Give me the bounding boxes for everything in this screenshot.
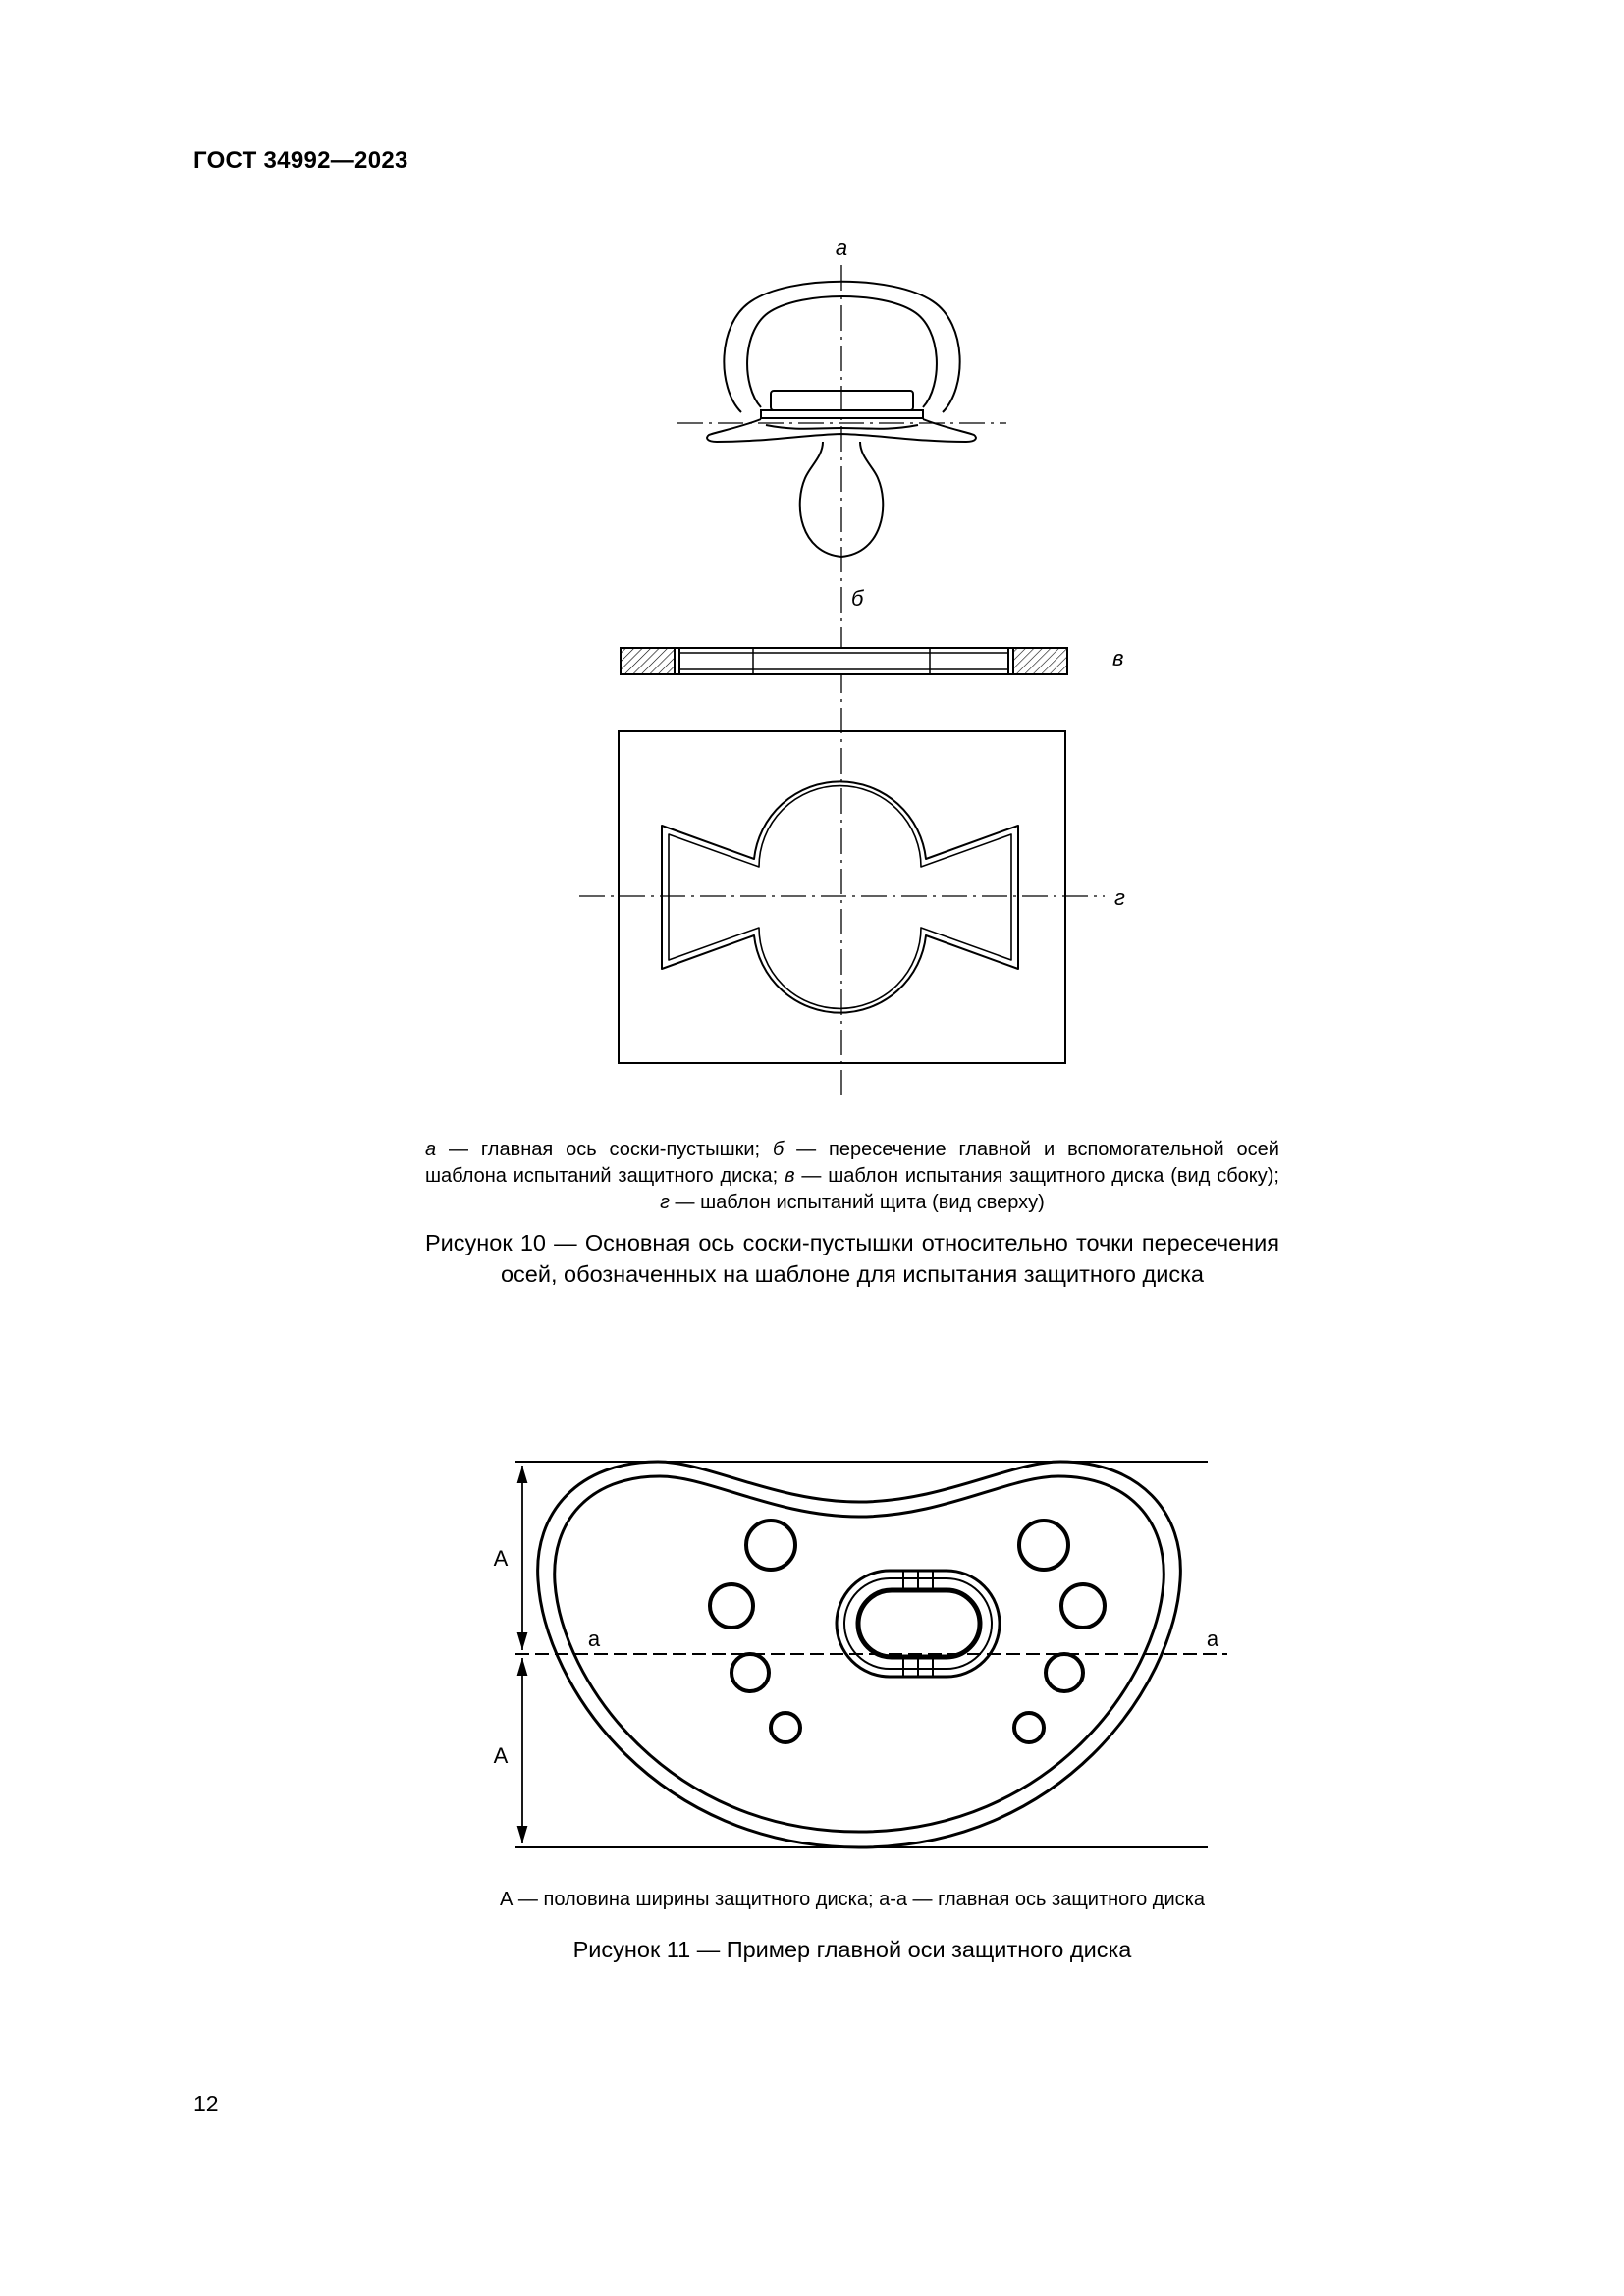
document-header: ГОСТ 34992—2023	[193, 147, 408, 174]
label-b: б	[851, 586, 864, 611]
page-number: 12	[193, 2091, 219, 2116]
shield-holes	[710, 1521, 1105, 1742]
figure-10-drawing	[569, 221, 1159, 1104]
figure-11-legend: А — половина ширины защитного диска; а-а — главная ось защитного диска	[500, 1889, 1205, 1910]
dimension-label-lower: А	[493, 1743, 509, 1768]
figure-11-caption: Рисунок 11 — Пример главной оси защитного диска	[572, 1937, 1132, 1962]
axis-label-left: а	[587, 1627, 601, 1651]
nipple-base	[837, 1571, 1000, 1677]
figure-11-drawing	[452, 1414, 1257, 1865]
label-v: в	[1112, 646, 1124, 670]
axis-label-right: а	[1206, 1627, 1219, 1651]
template-top-view	[619, 731, 1065, 1063]
template-side-view	[621, 648, 1067, 674]
label-g: г	[1114, 885, 1125, 910]
label-a: а	[835, 236, 848, 260]
figure-10-caption: Рисунок 10 — Основная ось соски-пустышки относительно точки пересечения осей, обозначенных на шаблоне для испытания защитного диска	[425, 1230, 1279, 1287]
dimension-label-upper: А	[493, 1546, 509, 1571]
figure-10-legend: а — главная ось соски-пустышки; б — пересечение главной и вспомогательной осей шаблона испытаний защитного диска; в — шаблон испытания защитного диска (вид сбоку); г — шаблон испытаний щита (вид сверху)	[425, 1139, 1279, 1213]
